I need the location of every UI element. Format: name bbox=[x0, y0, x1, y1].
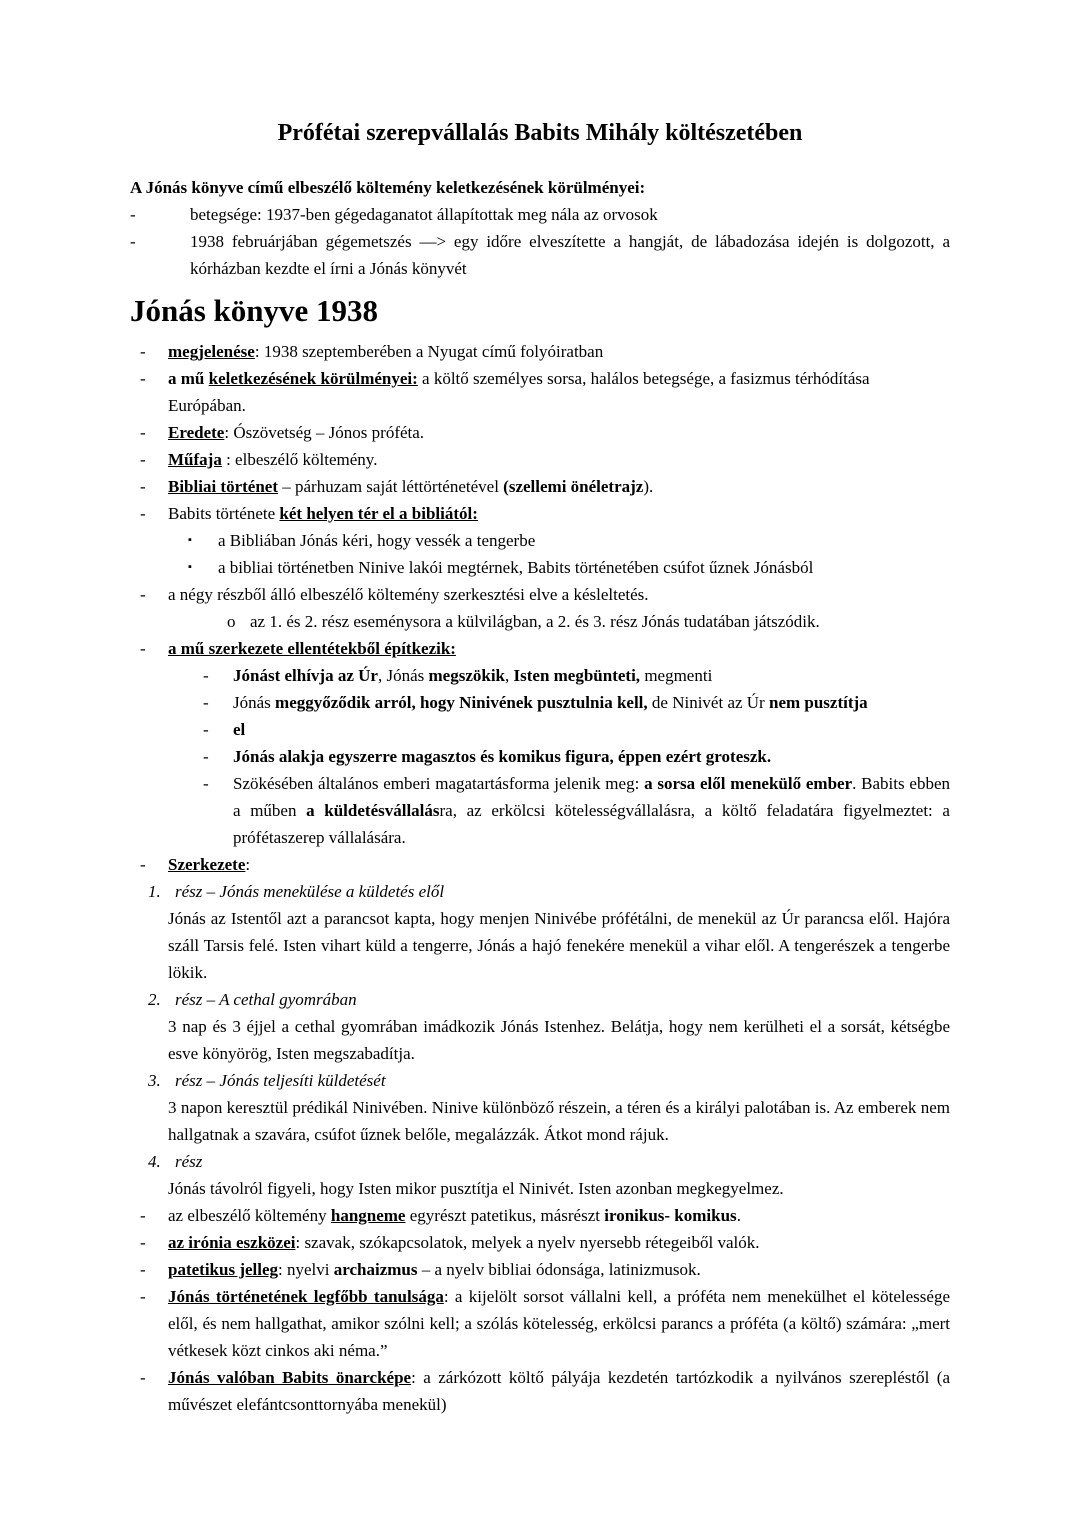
sub-dash-item bbox=[130, 716, 950, 743]
numbered-item bbox=[130, 1148, 950, 1175]
text-segment: ). bbox=[643, 477, 654, 496]
text-segment: Jónás alakja egyszerre magasztos és komikus figura, éppen ezért groteszk. bbox=[233, 747, 772, 766]
bullet-item bbox=[130, 338, 950, 365]
bullet-item bbox=[130, 851, 950, 878]
text-segment: de Ninivét az Úr bbox=[647, 693, 769, 712]
text-segment: ra, az erkölcsi kötelességvállalásra, a költő feladatára figyelmeztet: a prófétaszerep vállalására. bbox=[233, 801, 950, 847]
bullet-item bbox=[130, 581, 950, 608]
text-segment: megmenti bbox=[640, 666, 713, 685]
text-segment: . bbox=[736, 1206, 741, 1225]
square-bullet-item bbox=[130, 554, 950, 581]
text-segment: Műfaja bbox=[168, 450, 222, 469]
text-segment: egyrészt patetikus, másrészt bbox=[405, 1206, 605, 1225]
text-segment: 3 napon keresztül prédikál Ninivében. Ninive különböző részein, a téren és a királyi palotában is. Az emberek nem hallgatnak a szavára, csúfot űznek belőle, megalázzák. Átkot mond rájuk. bbox=[168, 1098, 950, 1144]
intro-bullet bbox=[130, 228, 950, 282]
bullet-item bbox=[130, 635, 950, 662]
bullet-item bbox=[130, 473, 950, 500]
text-segment: Jónás távolról figyeli, hogy Isten mikor pusztítja el Ninivét. Isten azonban megkegyelmez. bbox=[168, 1179, 784, 1198]
text-segment: A Jónás könyve című elbeszélő költemény keletkezésének körülményei: bbox=[130, 178, 646, 197]
bullet-marker: - bbox=[140, 423, 146, 442]
intro-bullet bbox=[130, 201, 950, 228]
bullet-marker: - bbox=[140, 1260, 146, 1279]
text-segment: a küldetésvállalás bbox=[306, 801, 440, 820]
text-segment: megszökik bbox=[428, 666, 505, 685]
text-segment: a költő személyes sorsa, halálos betegsége, a fasizmus térhódítása Európában. bbox=[168, 369, 870, 415]
document-content bbox=[130, 174, 950, 1418]
text-segment: betegsége: 1937-ben gégedaganatot állapítottak meg nála az orvosok bbox=[190, 205, 658, 224]
text-segment: Isten megbünteti, bbox=[513, 666, 641, 685]
bullet-marker: - bbox=[203, 666, 209, 685]
text-segment: Jónás valóban Babits önarcképe bbox=[168, 1368, 412, 1387]
bullet-item bbox=[130, 446, 950, 473]
text-segment: a négy részből álló elbeszélő költemény szerkesztési elve a késleltetés. bbox=[168, 585, 649, 604]
text-segment: keletkezésének körülményei: bbox=[208, 369, 418, 388]
text-segment: az irónia eszközei bbox=[168, 1233, 296, 1252]
text-segment: el bbox=[233, 720, 246, 739]
bullet-marker: - bbox=[140, 1233, 146, 1252]
bullet-marker: - bbox=[140, 342, 146, 361]
sub-dash-item bbox=[130, 662, 950, 689]
text-segment: : a zárkózott költő pályája kezdetén tartózkodik a nyilvános szerepléstől (a művészet elefántcsonttornyába menekül) bbox=[168, 1368, 950, 1414]
square-bullet-item bbox=[130, 527, 950, 554]
text-segment: az elbeszélő költemény bbox=[168, 1206, 331, 1225]
bullet-marker: - bbox=[203, 693, 209, 712]
text-segment: Eredete bbox=[168, 423, 225, 442]
bullet-item bbox=[130, 1256, 950, 1283]
bullet-marker: ▪ bbox=[188, 561, 192, 573]
sub-dash-item bbox=[130, 743, 950, 770]
text-segment: ironikus- komikus bbox=[604, 1206, 737, 1225]
bullet-item bbox=[130, 1283, 950, 1364]
text-segment: Szökésében általános emberi magatartásforma jelenik meg: bbox=[233, 774, 645, 793]
bullet-item bbox=[130, 365, 950, 419]
text-segment: (szellemi önéletrajz bbox=[503, 477, 644, 496]
text-segment: : 1938 szeptemberében a Nyugat című folyóiratban bbox=[254, 342, 604, 361]
text-segment: Jónást elhívja az Úr bbox=[233, 666, 378, 685]
bullet-marker: - bbox=[140, 504, 146, 523]
o-bullet-item bbox=[130, 608, 950, 635]
text-segment: két helyen tér el a bibliától: bbox=[279, 504, 478, 523]
text-segment: rész – Jónás teljesíti küldetését bbox=[175, 1071, 386, 1090]
document-title: Prófétai szerepvállalás Babits Mihály költészetében bbox=[277, 120, 803, 146]
bullet-item bbox=[130, 419, 950, 446]
bullet-marker: 2. bbox=[148, 990, 161, 1009]
bullet-marker: - bbox=[140, 639, 146, 658]
text-segment: patetikus jelleg bbox=[168, 1260, 279, 1279]
bullet-marker: - bbox=[140, 477, 146, 496]
text-segment: Jónás könyve 1938 bbox=[130, 293, 379, 328]
text-segment: : nyelvi bbox=[278, 1260, 334, 1279]
text-segment: archaizmus bbox=[333, 1260, 418, 1279]
section-heading bbox=[130, 282, 950, 338]
text-segment: meggyőződik arról, hogy Ninivének pusztulnia kell, bbox=[275, 693, 648, 712]
bullet-marker: 3. bbox=[148, 1071, 161, 1090]
text-segment: megjelenése bbox=[168, 342, 255, 361]
text-segment: : a kijelölt sorsot vállalni kell, a próféta nem menekülhet el kötelessége elől, és nem hallgathat, amikor szólni kell; a szólás kötelesség, erkölcsi parancs a próféta (a költő) számára: „mert vétkesek közt cinkos aki néma.” bbox=[168, 1287, 950, 1360]
text-segment: : elbeszélő költemény. bbox=[221, 450, 378, 469]
bullet-marker: - bbox=[130, 205, 136, 224]
text-segment: rész – Jónás menekülése a küldetés elől bbox=[175, 882, 445, 901]
intro-heading bbox=[130, 174, 950, 201]
text-segment: az 1. és 2. rész eseménysora a külvilágban, a 2. és 3. rész Jónás tudatában játszódik. bbox=[250, 612, 820, 631]
numbered-body bbox=[130, 905, 950, 986]
text-segment: a mű szerkezete ellentétekből építkezik: bbox=[168, 639, 456, 658]
text-segment: : Ószövetség – Jónos próféta. bbox=[224, 423, 425, 442]
bullet-item bbox=[130, 1229, 950, 1256]
numbered-item bbox=[130, 986, 950, 1013]
text-segment: hangneme bbox=[330, 1206, 406, 1225]
bullet-marker: - bbox=[140, 369, 146, 388]
text-segment: 1938 februárjában gégemetszés —> egy időre elveszítette a hangját, de lábadozása idején is dolgozott, a kórházban kezdte el írni a Jónás könyvét bbox=[190, 232, 950, 278]
text-segment: Jónás bbox=[233, 693, 276, 712]
text-segment: Bibliai történet bbox=[168, 477, 279, 496]
bullet-marker: o bbox=[227, 612, 236, 631]
bullet-item bbox=[130, 1202, 950, 1229]
text-segment: rész – A cethal gyomrában bbox=[175, 990, 357, 1009]
bullet-marker: - bbox=[203, 774, 209, 793]
text-segment: , Jónás bbox=[377, 666, 429, 685]
numbered-body bbox=[130, 1013, 950, 1067]
bullet-marker: - bbox=[140, 1206, 146, 1225]
text-segment: Szerkezete bbox=[168, 855, 246, 874]
numbered-item bbox=[130, 878, 950, 905]
sub-dash-item bbox=[130, 689, 950, 716]
text-segment: Jónás az Istentől azt a parancsot kapta, hogy menjen Ninivébe prófétálni, de menekül az Úr parancsa elől. Hajóra száll Tarsis felé. Isten vihart küld a tengerre, Jónás a hajó fenekére menekül a vihar elől. A tengerészek a tengerbe lökik. bbox=[168, 909, 950, 982]
text-segment: a bibliai történetben Ninive lakói megtérnek, Babits történetében csúfot űznek Jónásból bbox=[218, 558, 814, 577]
text-segment: – a nyelv bibliai ódonsága, latinizmusok. bbox=[417, 1260, 701, 1279]
text-segment: : szavak, szókapcsolatok, melyek a nyelv nyersebb rétegeiből valók. bbox=[295, 1233, 760, 1252]
sub-dash-item bbox=[130, 770, 950, 851]
text-segment: a mű bbox=[168, 369, 209, 388]
bullet-marker: 4. bbox=[148, 1152, 161, 1171]
text-segment: rész bbox=[175, 1152, 203, 1171]
text-segment: Babits története bbox=[168, 504, 280, 523]
bullet-item bbox=[130, 1364, 950, 1418]
text-segment: : bbox=[245, 855, 251, 874]
text-segment: Jónás történetének legfőbb tanulsága bbox=[168, 1287, 444, 1306]
text-segment: , bbox=[505, 666, 514, 685]
numbered-item bbox=[130, 1067, 950, 1094]
numbered-body bbox=[130, 1094, 950, 1148]
bullet-marker: - bbox=[130, 232, 136, 251]
bullet-marker: - bbox=[140, 585, 146, 604]
text-segment: – párhuzam saját léttörténetével bbox=[278, 477, 504, 496]
bullet-marker: - bbox=[140, 450, 146, 469]
bullet-marker: - bbox=[203, 720, 209, 739]
text-segment: . Babits ebben a műben bbox=[233, 774, 950, 820]
bullet-item bbox=[130, 500, 950, 527]
numbered-body bbox=[130, 1175, 950, 1202]
bullet-marker: - bbox=[203, 747, 209, 766]
bullet-marker: 1. bbox=[148, 882, 161, 901]
text-segment: a sorsa elől menekülő ember bbox=[644, 774, 853, 793]
text-segment: 3 nap és 3 éjjel a cethal gyomrában imádkozik Jónás Istenhez. Belátja, hogy nem kerülheti el a sorsát, kétségbe esve könyörög, Isten megszabadítja. bbox=[168, 1017, 950, 1063]
bullet-marker: - bbox=[140, 1287, 146, 1306]
text-segment: nem pusztítja bbox=[768, 693, 868, 712]
bullet-marker: - bbox=[140, 1368, 146, 1387]
bullet-marker: - bbox=[140, 855, 146, 874]
bullet-marker: ▪ bbox=[188, 534, 192, 546]
text-segment: a Bibliában Jónás kéri, hogy vessék a tengerbe bbox=[218, 531, 536, 550]
